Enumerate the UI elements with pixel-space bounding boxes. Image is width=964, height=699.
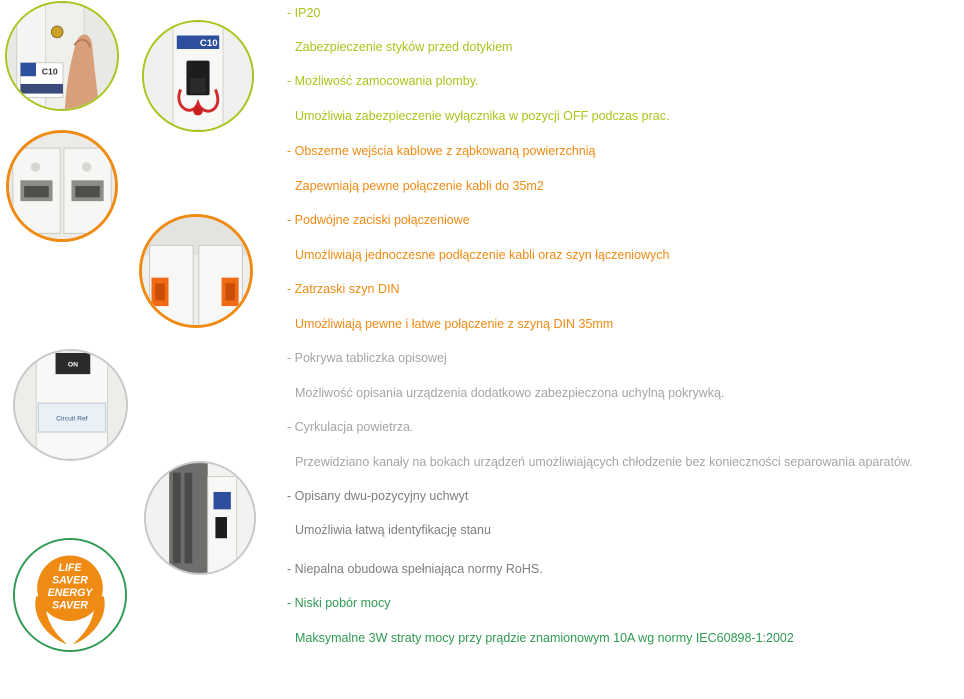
label-cover-icon bbox=[15, 351, 126, 459]
feature-title: - Opisany dwu-pozycyjny uchwyt bbox=[287, 489, 469, 503]
ip20-finger-photo bbox=[5, 1, 119, 111]
side-ventilation-icon bbox=[146, 463, 254, 573]
label-cover-photo bbox=[13, 349, 128, 461]
feature-title: - Podwójne zaciski połączeniowe bbox=[287, 213, 470, 227]
side-ventilation-photo bbox=[144, 461, 256, 575]
on-label-text: ON bbox=[67, 361, 78, 369]
din-clip-photo bbox=[139, 214, 253, 328]
feature-title: - IP20 bbox=[287, 6, 321, 20]
feature-title: - Niepalna obudowa spełniająca normy RoHS. bbox=[287, 562, 543, 576]
feature-title: - Niski pobór mocy bbox=[287, 596, 391, 610]
feature-title: - Pokrywa tabliczka opisowej bbox=[287, 351, 447, 365]
feature-description: Umożliwiają pewne i łatwe połączenie z szyną DIN 35mm bbox=[295, 317, 614, 331]
seal-breaker-photo bbox=[142, 20, 254, 132]
logo-line-4: SAVER bbox=[52, 599, 88, 612]
cable-entry-photo bbox=[6, 130, 118, 242]
feature-title: - Obszerne wejścia kablowe z ząbkowaną powierzchnią bbox=[287, 144, 596, 158]
breaker-label-text: C10 bbox=[199, 38, 218, 50]
logo-line-1: LIFE bbox=[58, 561, 82, 574]
feature-description: Umożliwia zabezpieczenie wyłącznika w pozycji OFF podczas prac. bbox=[295, 109, 670, 123]
circuit-ref-text: Circuit Ref bbox=[56, 415, 88, 423]
feature-title: - Cyrkulacja powietrza. bbox=[287, 420, 414, 434]
life-saver-energy-saver-logo bbox=[13, 538, 127, 652]
seal-breaker-icon bbox=[144, 22, 252, 130]
feature-description: Umożliwia łatwą identyfikację stanu bbox=[295, 523, 491, 537]
feature-description: Maksymalne 3W straty mocy przy prądzie znamionowym 10A wg normy IEC60898-1:2002 bbox=[295, 631, 794, 645]
finger-touch-breaker-icon bbox=[7, 3, 117, 109]
feature-description: Możliwość opisania urządzenia dodatkowo zabezpieczona uchylną pokrywką. bbox=[295, 386, 725, 400]
logo-line-3: ENERGY bbox=[47, 586, 93, 599]
feature-description: Przewidziano kanały na bokach urządzeń umożliwiających chłodzenie bez konieczności separowania aparatów. bbox=[295, 455, 913, 469]
breaker-label-text: C10 bbox=[41, 66, 58, 77]
din-clip-icon bbox=[142, 217, 250, 325]
feature-description: Zapewniają pewne połączenie kabli do 35m2 bbox=[295, 179, 544, 193]
feature-title: - Zatrzaski szyn DIN bbox=[287, 282, 400, 296]
feature-description: Zabezpieczenie styków przed dotykiem bbox=[295, 40, 513, 54]
feature-description: Umożliwiają jednoczesne podłączenie kabli oraz szyn łączeniowych bbox=[295, 248, 670, 262]
logo-line-2: SAVER bbox=[52, 574, 88, 587]
energy-saver-icon bbox=[15, 540, 125, 650]
cable-entry-icon bbox=[9, 133, 115, 239]
feature-title: - Możliwość zamocowania plomby. bbox=[287, 74, 479, 88]
